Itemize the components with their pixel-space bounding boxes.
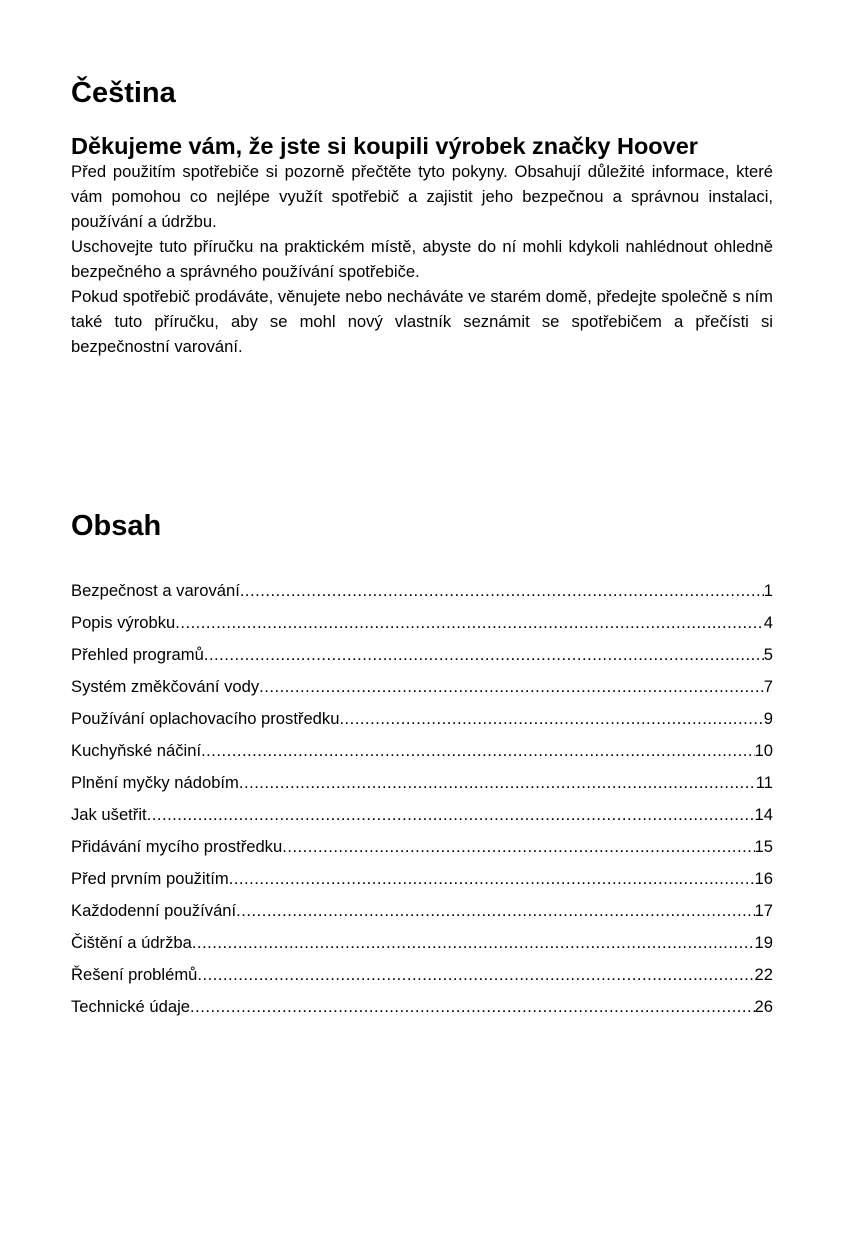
toc-entry-page: 19 xyxy=(754,933,773,952)
toc-entry-popis[interactable] xyxy=(71,610,773,642)
toc-entry-page: 1 xyxy=(763,581,773,600)
language-title: Čeština xyxy=(71,77,176,109)
toc-entry-label: Systém změkčování vody xyxy=(71,677,260,696)
toc-leader-dots xyxy=(192,930,755,956)
intro-paragraph: Pokud spotřebič prodáváte, věnujete nebo necháváte ve starém domě, předejte společně s ním také tuto příručku, aby se mohl nový vlastník seznámit se spotřebičem a přečísti si bezpečnostní varování. xyxy=(71,287,773,356)
toc-entry-label: Technické údaje xyxy=(71,997,190,1016)
toc-entry-page: 26 xyxy=(754,997,773,1016)
toc-entry-label: Plnění myčky nádobím xyxy=(71,773,239,792)
toc-entry-label: Bezpečnost a varování xyxy=(71,581,240,600)
toc-entry-kuchynske[interactable] xyxy=(71,738,773,770)
toc-entry-prehled[interactable] xyxy=(71,642,773,674)
intro-body xyxy=(71,159,773,359)
toc-leader-dots xyxy=(204,642,764,668)
toc-leader-dots xyxy=(190,994,755,1020)
toc-leader-dots xyxy=(339,706,763,732)
toc-leader-dots xyxy=(197,962,754,988)
toc-leader-dots xyxy=(239,770,756,796)
toc-entry-usetrit[interactable] xyxy=(71,802,773,834)
toc-entry-label: Jak ušetřit xyxy=(71,805,147,824)
toc-entry-label: Kuchyňské náčiní xyxy=(71,741,202,760)
toc-entry-label: Popis výrobku xyxy=(71,613,176,632)
toc-entry-page: 10 xyxy=(754,741,773,760)
toc-entry-reseni[interactable] xyxy=(71,962,773,994)
toc-entry-cisteni[interactable] xyxy=(71,930,773,962)
toc-entry-label: Před prvním použitím xyxy=(71,869,229,888)
toc-entry-label: Čištění a údržba xyxy=(71,933,192,952)
toc-entry-label: Přehled programů xyxy=(71,645,204,664)
toc-entry-label: Používání oplachovacího prostředku xyxy=(71,709,340,728)
toc-entry-oplachovaci[interactable] xyxy=(71,706,773,738)
toc-entry-page: 11 xyxy=(755,773,773,792)
toc-entry-page: 9 xyxy=(763,709,773,728)
toc-entry-kazdodenni[interactable] xyxy=(71,898,773,930)
table-of-contents xyxy=(71,578,773,1026)
toc-title: Obsah xyxy=(71,510,162,542)
toc-leader-dots xyxy=(282,834,754,860)
toc-leader-dots xyxy=(259,674,764,700)
toc-entry-page: 16 xyxy=(754,869,773,888)
toc-entry-label: Každodenní používání xyxy=(71,901,237,920)
toc-leader-dots xyxy=(236,898,754,924)
intro-heading: Děkujeme vám, že jste si koupili výrobek značky Hoover xyxy=(71,133,698,159)
toc-leader-dots xyxy=(147,802,755,828)
toc-entry-page: 7 xyxy=(763,677,773,696)
toc-leader-dots xyxy=(229,866,755,892)
intro-paragraph: Před použitím spotřebiče si pozorně přečtěte tyto pokyny. Obsahují důležité informace, které vám pomohou co nejlépe využít spotřebič a zajistit jeho bezpečnou a správnou instalaci, používání a údržbu. xyxy=(71,162,773,231)
intro-paragraph: Uschovejte tuto příručku na praktickém místě, abyste do ní mohli kdykoli nahlédnout ohledně bezpečného a správného používání spotřebiče. xyxy=(71,237,773,281)
toc-entry-system[interactable] xyxy=(71,674,773,706)
toc-leader-dots xyxy=(240,578,764,604)
toc-entry-page: 4 xyxy=(763,613,773,632)
toc-entry-myci-prostredek[interactable] xyxy=(71,834,773,866)
toc-entry-plneni[interactable] xyxy=(71,770,773,802)
toc-entry-page: 15 xyxy=(754,837,773,856)
toc-leader-dots xyxy=(175,610,764,636)
toc-entry-label: Řešení problémů xyxy=(71,965,198,984)
toc-entry-page: 22 xyxy=(754,965,773,984)
toc-entry-label: Přidávání mycího prostředku xyxy=(71,837,283,856)
toc-entry-bezpecnost[interactable] xyxy=(71,578,773,610)
toc-entry-page: 17 xyxy=(754,901,773,920)
toc-leader-dots xyxy=(201,738,754,764)
toc-entry-page: 5 xyxy=(763,645,773,664)
toc-entry-technicke[interactable] xyxy=(71,994,773,1026)
toc-entry-prvni-pouziti[interactable] xyxy=(71,866,773,898)
toc-entry-page: 14 xyxy=(754,805,773,824)
